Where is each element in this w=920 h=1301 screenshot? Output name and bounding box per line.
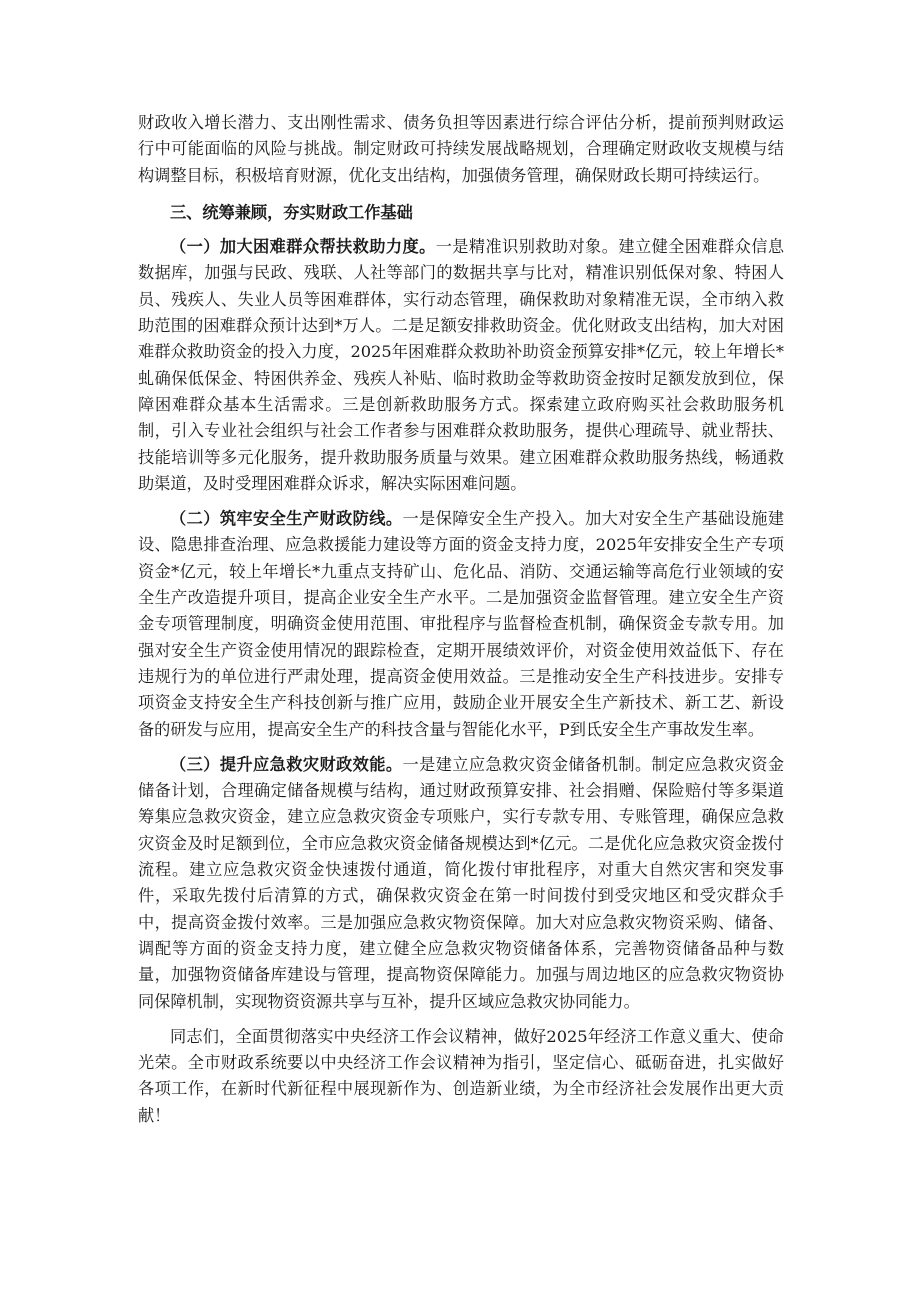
closing-paragraph: 同志们，全面贯彻落实中央经济工作会议精神，做好2025年经济工作意义重大、使命光荣。全市财政系统要以中央经济工作会议精神为指引，坚定信心、砥砺奋进，扎实做好各项工作，在新时代新征程中展现新作为、创造新业绩，为全市经济社会发展作出更大贡献！ (138, 1026, 784, 1125)
subsection-2-body: 一是保障安全生产投入。加大对安全生产基础设施建设、隐患排查治理、应急救援能力建设等方面的资金支持力度，2025年安排安全生产专项资金*亿元，较上年增长*九重点支持矿山、危化品、消防、交通运输等高危行业领域的安全生产改造提升项目，提高企业安全生产水平。二是加强资金监督管理。建立安全生产资金专项管理制度，明确资金使用范围、审批程序与监督检查机制，确保资金专款专用。加强对安全生产资金使用情况的跟踪检查，定期开展绩效评价，对资金使用效益低下、存在违规行为的单位进行严肃处理，提高资金使用效益。三是推动安全生产科技进步。安排专项资金支持安全生产科技创新与推广应用，鼓励企业开展安全生产新技术、新工艺、新设备的研发与应用，提高安全生产的科技含量与智能化水平，P到氐安全生产事故发生率。 (138, 509, 785, 739)
subsection-1-paragraph (138, 234, 784, 497)
subsection-1-lead: （一）加大困难群众帮扶救助力度。 (170, 237, 436, 257)
subsection-2-paragraph (138, 506, 784, 743)
document-page (138, 110, 784, 1129)
subsection-3-body: 一是建立应急救灾资金储备机制。制定应急救灾资金储备计划，合理确定储备规模与结构，通过财政预算安排、社会捐赠、保险赔付等多渠道筹集应急救灾资金，建立应急救灾资金专项账户，实行专款专用、专账管理，确保应急救灾资金及时足额到位，全市应急救灾资金储备规模达到*亿元。二是优化应急救灾资金拨付流程。建立应急救灾资金快速拨付通道，简化拨付审批程序，对重大自然灾害和突发事件，采取先拨付后清算的方式，确保救灾资金在第一时间拨付到受灾地区和受灾群众手中，提高资金拨付效率。三是加强应急救灾物资保障。加大对应急救灾物资采购、储备、调配等方面的资金支持力度，建立健全应急救灾物资储备体系，完善物资储备品种与数量，加强物资储备库建设与管理，提高物资保障能力。加强与周边地区的应急救灾物资协同保障机制，实现物资资源共享与互补，提升区域应急救灾协同能力。 (138, 754, 785, 1011)
section-heading: 三、统筹兼顾，夯实财政工作基础 (170, 202, 413, 222)
subsection-3-lead: （三）提升应急救灾财政效能。 (170, 754, 403, 774)
subsection-3-paragraph (138, 752, 784, 1015)
intro-paragraph: 财政收入增长潜力、支出刚性需求、债务负担等因素进行综合评估分析，提前预判财政运行中可能面临的风险与挑战。制定财政可持续发展战略规划，合理确定财政收支规模与结构调整目标，积极培育财源，优化支出结构，加强债务管理，确保财政长期可持续运行。 (138, 113, 784, 185)
subsection-1-body: 一是精准识别救助对象。建立健全困难群众信息数据库，加强与民政、残联、人社等部门的数据共享与比对，精准识别低保对象、特困人员、残疾人、失业人员等困难群体，实行动态管理，确保救助对象精准无误，全市纳入救助范围的困难群众预计达到*万人。二是足额安排救助资金。优化财政支出结构，加大对困难群众救助资金的投入力度，2025年困难群众救助补助资金预算安排*亿元，较上年增长*虬确保低保金、特困供养金、残疾人补贴、临时救助金等救助资金按时足额发放到位，保障困难群众基本生活需求。三是创新救助服务方式。探索建立政府购买社会救助服务机制，引入专业社会组织与社会工作者参与困难群众救助服务，提供心理疏导、就业帮扶、技能培训等多元化服务，提升救助服务质量与效果。建立困难群众救助服务热线，畅通救助渠道，及时受理困难群众诉求，解决实际困难问题。 (138, 237, 785, 493)
subsection-2-lead: （二）筑牢安全生产财政防线。 (170, 509, 403, 529)
